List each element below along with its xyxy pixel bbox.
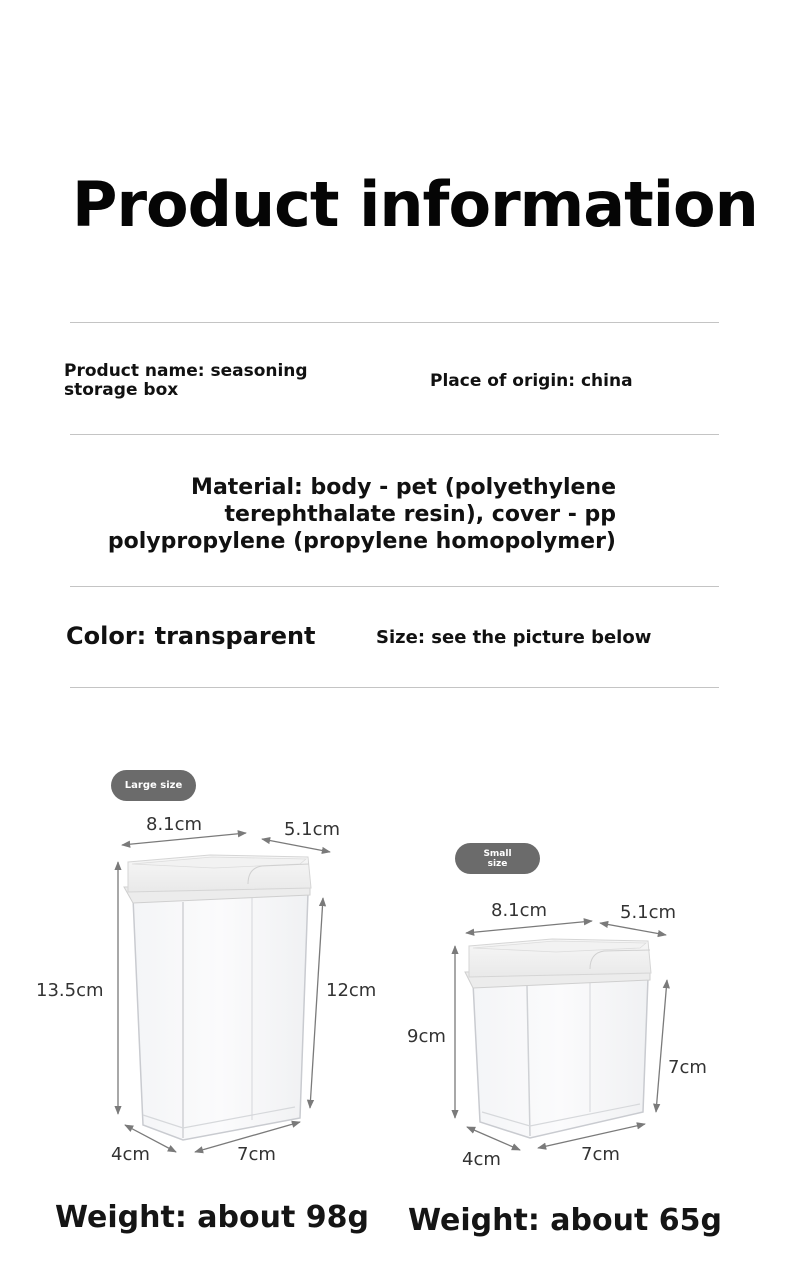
small-weight: Weight: about 65g [408,1203,722,1238]
small-size-badge-line2: size [487,858,508,869]
large-body-height-label: 12cm [326,980,377,1001]
size-info: Size: see the picture below [376,627,652,648]
large-top-width-label: 8.1cm [146,814,203,835]
place-of-origin: Place of origin: china [430,371,633,391]
large-weight: Weight: about 98g [55,1200,369,1235]
small-bottom-depth-label: 4cm [462,1149,501,1170]
large-total-height-label: 13.5cm [36,980,104,1001]
material-line2: terephthalate resin), cover - pp [224,502,616,527]
small-body-height-label: 7cm [668,1057,707,1078]
small-bottom-width-label: 7cm [581,1144,620,1165]
large-size-badge: Large size [111,770,196,801]
small-top-width-label: 8.1cm [491,900,548,921]
material-line3: polypropylene (propylene homopolymer) [107,529,616,554]
small-container-image [465,939,651,1138]
large-bottom-width-label: 7cm [237,1144,276,1165]
small-size-badge-line1: Small [483,848,512,859]
product-name-line2: storage box [64,380,179,400]
small-size-badge [455,843,540,874]
page-title: Product information [72,168,758,241]
large-bottom-depth-label: 4cm [111,1144,150,1165]
small-top-depth-label: 5.1cm [620,902,677,923]
large-top-depth-label: 5.1cm [284,819,341,840]
product-name-line1: Product name: seasoning [64,361,308,381]
material-line1: Material: body - pet (polyethylene [191,475,616,500]
color-info: Color: transparent [66,622,316,650]
large-container-image [124,855,311,1140]
small-total-height-label: 9cm [407,1026,446,1047]
